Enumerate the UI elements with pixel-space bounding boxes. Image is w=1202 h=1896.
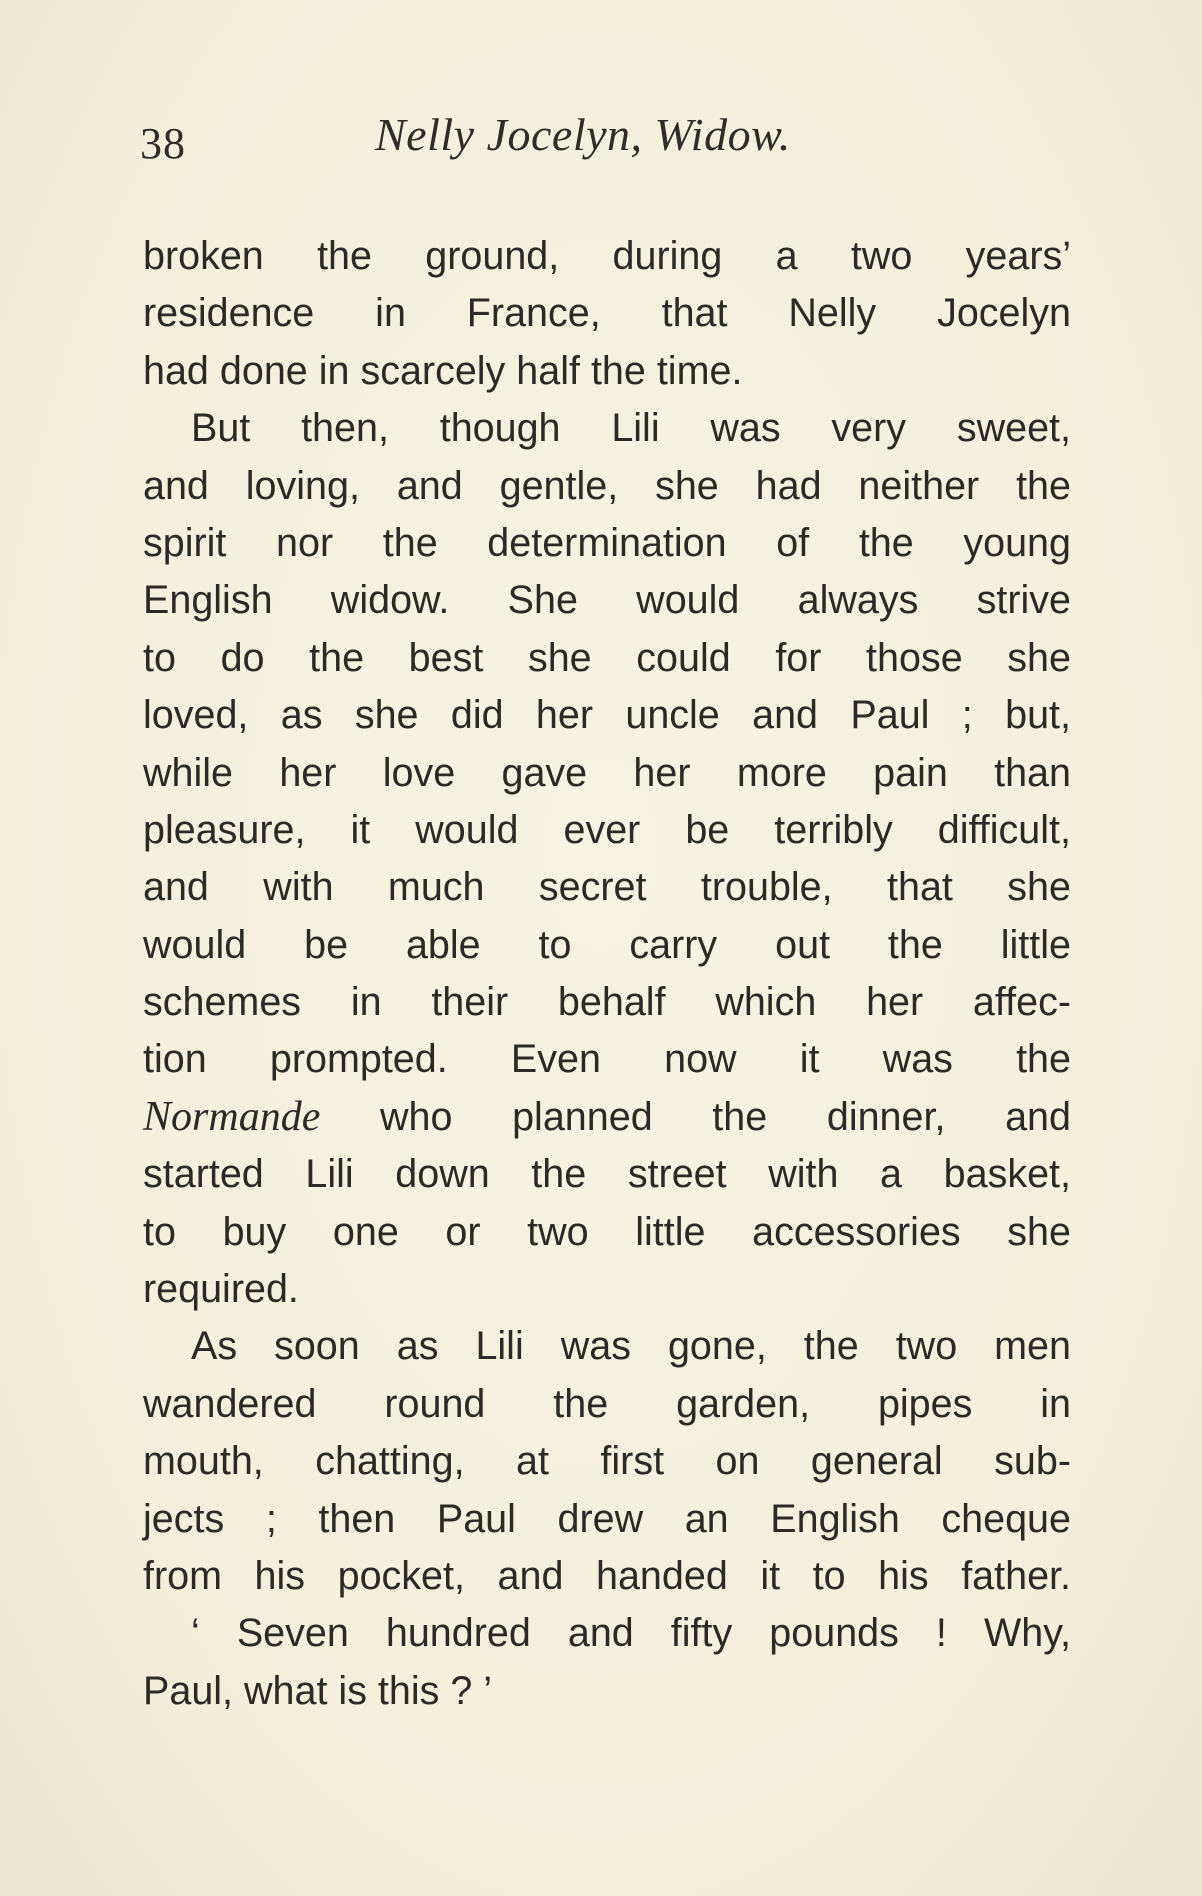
page-header [140,108,1070,178]
page-number: 38 [140,119,186,168]
text-line: mouth, chatting, at first on general sub- [143,1439,1071,1484]
text-line: pleasure, it would ever be terribly difficult, [143,807,1071,852]
text-line: to do the best she could for those she [143,635,1071,680]
running-title: Nelly Jocelyn, Widow. [375,109,791,160]
text-line: But then, though Lili was very sweet, [191,406,1071,451]
text-line: ‘ Seven hundred and fifty pounds ! Why, [191,1611,1071,1656]
text-line: schemes in their behalf which her affec- [143,980,1071,1025]
text-line: Paul, what is this ? ’ [143,1668,493,1713]
text-line-with-italic [143,1089,1071,1146]
text-line: spirit nor the determination of the young [143,520,1071,565]
text-line: required. [143,1267,299,1312]
body-text [143,228,1071,1720]
text-line: would be able to carry out the little [143,922,1071,967]
text-line-rest: who planned the dinner, and [379,1094,1071,1139]
text-line: As soon as Lili was gone, the two men [191,1324,1071,1369]
text-line: jects ; then Paul drew an English cheque [143,1496,1071,1541]
text-line: from his pocket, and handed it to his father. [143,1553,1071,1598]
text-line: and with much secret trouble, that she [143,865,1071,910]
text-line: wandered round the garden, pipes in [143,1381,1071,1426]
text-line: had done in scarcely half the time. [143,348,743,393]
text-line: while her love gave her more pain than [143,750,1071,795]
text-line: residence in France, that Nelly Jocelyn [143,291,1071,336]
italic-word: Normande [143,1093,321,1140]
text-line: broken the ground, during a two years’ [143,234,1071,278]
text-line: and loving, and gentle, she had neither the [143,463,1071,508]
text-line: English widow. She would always strive [143,578,1071,623]
text-line: tion prompted. Even now it was the [143,1037,1071,1082]
text-line: started Lili down the street with a basket, [143,1152,1071,1197]
text-line: to buy one or two little accessories she [143,1209,1071,1254]
text-line: loved, as she did her uncle and Paul ; but, [143,693,1071,738]
